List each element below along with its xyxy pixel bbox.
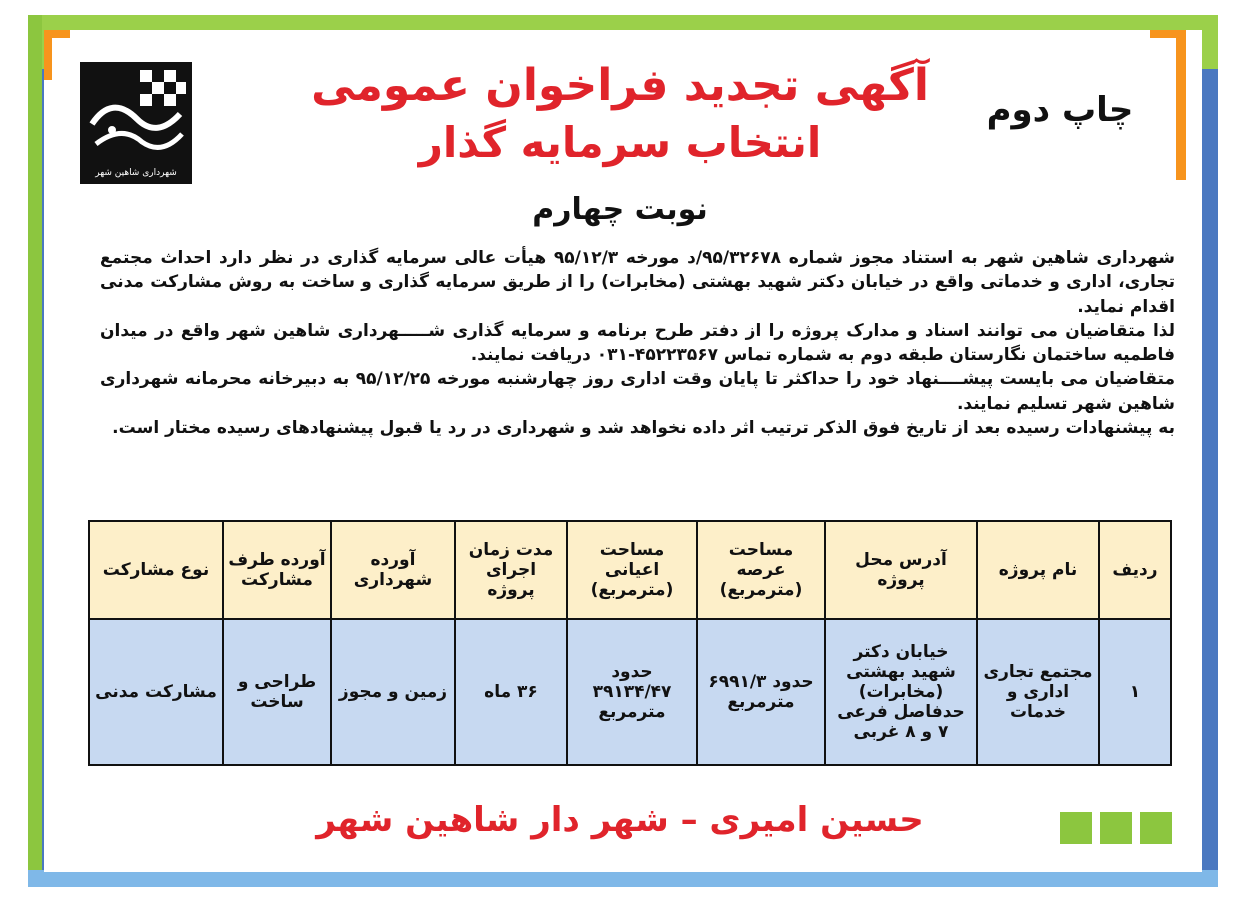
header-partner-input: آورده طرف مشارکت <box>223 521 331 619</box>
corner-accent <box>1176 30 1186 180</box>
notice-title: آگهی تجدید فراخوان عمومی <box>311 60 929 111</box>
logo-icon <box>82 64 190 162</box>
project-table <box>88 520 1172 766</box>
header-building-area: مساحت اعیانی (مترمربع) <box>567 521 697 619</box>
header-row-no: ردیف <box>1099 521 1171 619</box>
header-duration: مدت زمان اجرای پروژه <box>455 521 567 619</box>
header-municipality-input: آورده شهرداری <box>331 521 455 619</box>
round-subtitle: نوبت چهارم <box>532 192 708 227</box>
cell-land-area: حدود ۶۹۹۱/۳ مترمربع <box>697 619 825 765</box>
cell-project-name: مجتمع تجاری اداری و خدمات <box>977 619 1099 765</box>
decor-square <box>1060 812 1092 844</box>
frame-green-left <box>28 15 42 887</box>
body-paragraph: لذا متقاضیان می توانند اسناد و مدارک پروژه را از دفتر طرح برنامه و سرمایه گذاری شـــــهرداری شاهین شهر واقع در میدان فاطمیه ساختمان نگارستان طبقه دوم به شماره تماس ۴۵۲۲۳۵۶۷-۰۳۱ دریافت نمایند. <box>100 320 1175 366</box>
cell-partnership-type: مشارکت مدنی <box>89 619 223 765</box>
header-project-name: نام پروژه <box>977 521 1099 619</box>
body-paragraph: شهرداری شاهین شهر به استناد مجوز شماره ۹۵/۳۲۶۷۸/د مورخه ۹۵/۱۲/۳ هیأت عالی سرمایه گذاری در نظر دارد احداث مجتمع تجاری، اداری و خدماتی واقع در خیابان دکتر شهید بهشتی (مخابرات) را از طریق سرمایه گذاری و ساخت به روش مشارکت مدنی اقدام نماید. <box>100 248 1175 317</box>
cell-partner-input: طراحی و ساخت <box>223 619 331 765</box>
corner-accent <box>44 30 52 80</box>
notice-body <box>100 246 1175 440</box>
cell-municipality-input: زمین و مجوز <box>331 619 455 765</box>
signature: حسین امیری – شهر دار شاهین شهر <box>316 800 924 840</box>
cell-row-no: ۱ <box>1099 619 1171 765</box>
cell-address: خیابان دکتر شهید بهشتی (مخابرات) حدفاصل فرعی ۷ و ۸ غربی <box>825 619 977 765</box>
frame-light-blue-bottom <box>28 870 1218 887</box>
header-address: آدرس محل پروژه <box>825 521 977 619</box>
cell-building-area: حدود ۳۹۱۳۴/۴۷ مترمربع <box>567 619 697 765</box>
decor-square <box>1140 812 1172 844</box>
print-edition: چاپ دوم <box>986 90 1134 130</box>
body-paragraph: به پیشنهادات رسیده بعد از تاریخ فوق الذکر ترتیب اثر داده نخواهد شد و شهرداری در رد یا قبول پیشنهادهای رسیده مختار است. <box>112 418 1175 439</box>
body-paragraph: متقاضیان می بایست پیشــــنهاد خود را حداکثر تا پایان وقت اداری روز چهارشنبه مورخه ۹۵/۱۲/۲۵ به دبیرخانه محرمانه شهرداری شاهین شهر تسلیم نمایند. <box>100 369 1175 414</box>
municipality-logo <box>80 62 192 184</box>
table-row <box>89 619 1171 765</box>
table-header-row <box>89 521 1171 619</box>
logo-caption: شهرداری شاهین شهر <box>95 168 177 178</box>
cell-duration: ۳۶ ماه <box>455 619 567 765</box>
notice-title-line2: انتخاب سرمایه گذار <box>418 118 822 167</box>
header-partnership-type: نوع مشارکت <box>89 521 223 619</box>
header-land-area: مساحت عرصه (مترمربع) <box>697 521 825 619</box>
decor-square <box>1100 812 1132 844</box>
